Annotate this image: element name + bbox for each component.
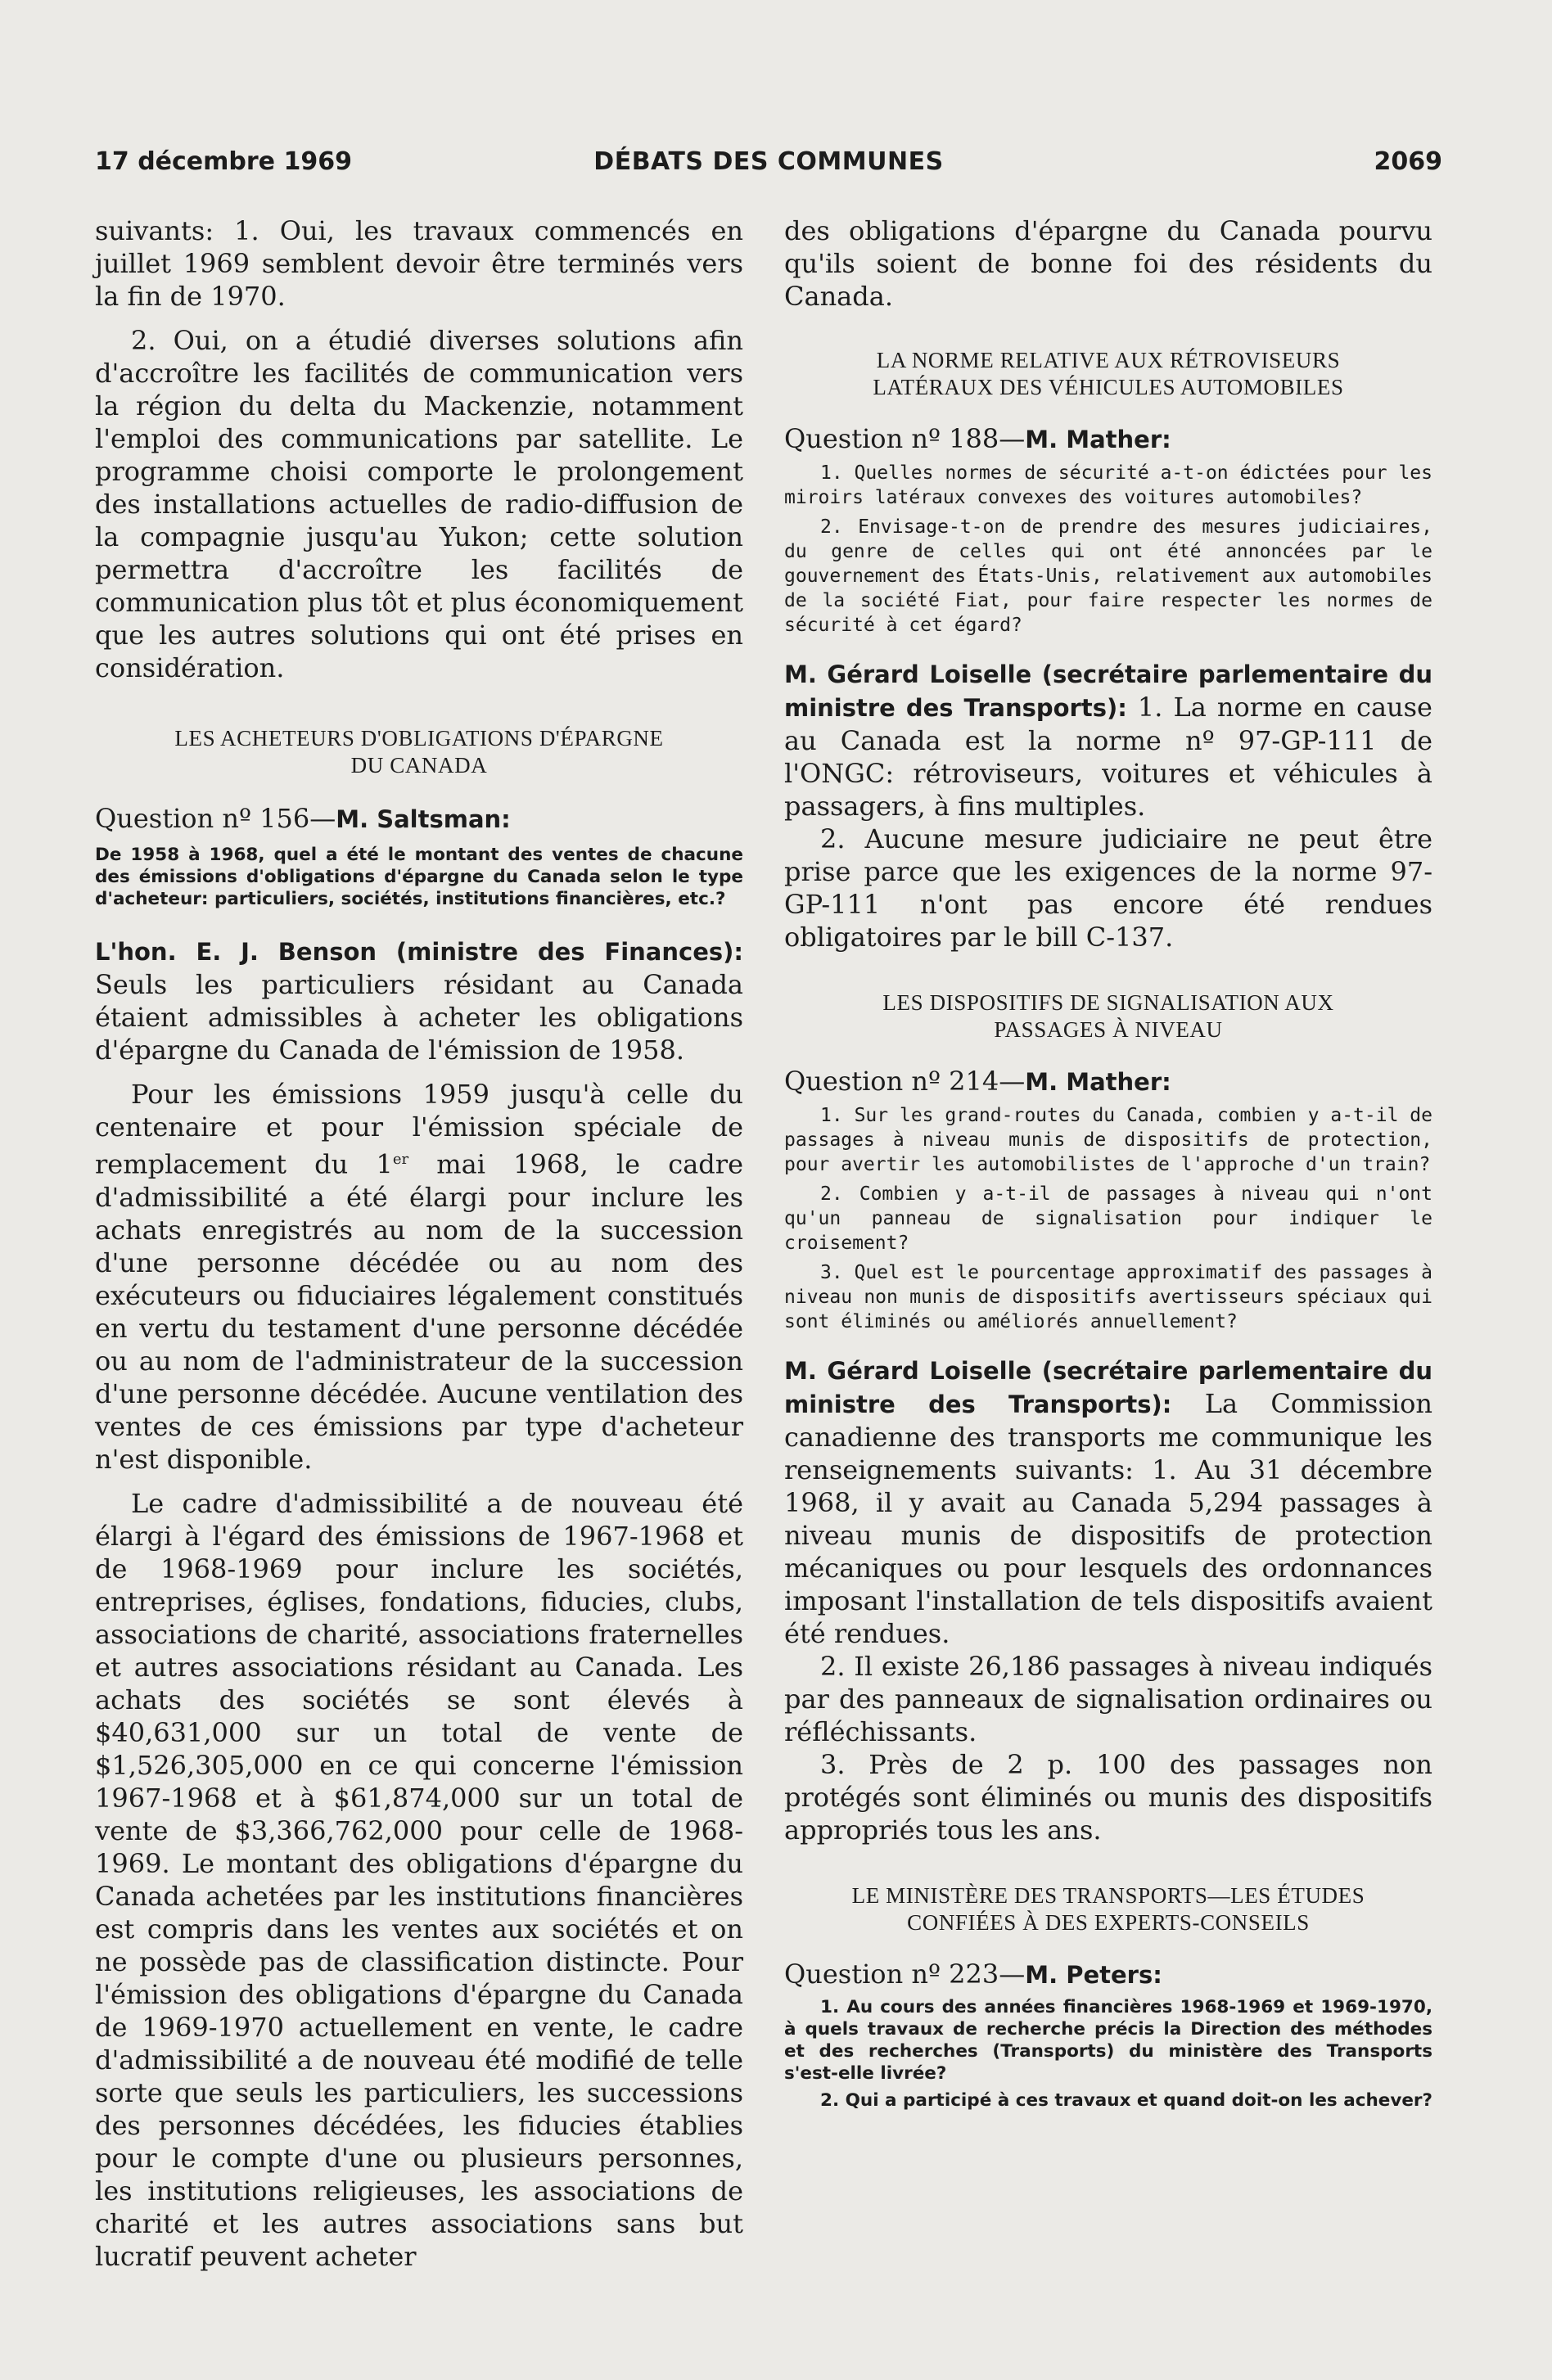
question-number: Question nº 214— [784,1066,1026,1097]
section-heading [95,725,743,779]
paragraph-text: Pour les émissions 1959 jusqu'à celle du centenaire et pour l'émission spéciale de remplacement du 1 [95,1079,743,1180]
question-line [95,802,743,836]
heading-line: LE MINISTÈRE DES TRANSPORTS—LES ÉTUDES [851,1883,1365,1908]
answer-paragraph [95,935,743,1066]
answer-text: Seuls les particuliers résidant au Canada étaient admissibles à acheter les obligations d'épargne du Canada de l'émission de 1958. [95,969,743,1066]
question-number: Question nº 223— [784,1959,1026,1990]
question-author: M. Mather: [1025,426,1171,453]
question-line [784,1958,1432,1991]
question-author: M. Peters: [1025,1961,1162,1989]
question-text: 2. Envisage-t-on de prendre des mesures judiciaires, du genre de celles qui ont été annoncées par le gouvernement des États-Unis, relativement aux automobiles de la société Fiat, pour faire respecter les normes de sécurité à cet égard? [784,516,1432,636]
question-text: 2. Combien y a-t-il de passages à niveau qui n'ont qu'un panneau de signalisation pour indiquer le croisement? [784,1183,1432,1254]
paragraph [95,1078,743,1476]
paragraph: 2. Oui, on a étudié diverses solutions afin d'accroître les facilités de communication vers la région du delta du Mackenzie, notamment l'emploi des communications par satellite. Le programme choisi comporte le prolongement des installations actuelles de radio-diffusion de la compagnie jusqu'au Yukon; cette solution permettra d'accroître les facilités de communication plus tôt et plus économiquement que les autres solutions qui ont été prises en considération. [95,325,743,683]
question-text: De 1958 à 1968, quel a été le montant des ventes de chacune des émissions d'obligations d'épargne du Canada selon le type d'acheteur: particuliers, sociétés, institutions financières, etc.? [95,845,743,909]
heading-line: DU CANADA [350,753,488,778]
question-line [784,1065,1432,1098]
answer-paragraph [784,1354,1432,1650]
heading-line: LES DISPOSITIFS DE SIGNALISATION AUX [882,990,1334,1015]
question-text: 1. Au cours des années financières 1968-1969 et 1969-1970, à quels travaux de recherche précis la Direction des méthodes et des recherches (Transports) du ministère des Transports s'est-elle livrée? [784,1997,1432,2084]
question-text: 2. Qui a participé à ces travaux et quand doit-on les achever? [820,2090,1433,2111]
speaker-name: M. Gérard Loiselle (secrétaire parlementaire du ministre des Transports): [784,660,1432,722]
paragraph: 3. Près de 2 p. 100 des passages non protégés sont éliminés ou munis des dispositifs appropriés tous les ans. [784,1749,1432,1846]
heading-line: PASSAGES À NIVEAU [994,1017,1223,1042]
header-date: 17 décembre 1969 [95,147,352,176]
question-text: 1. Quelles normes de sécurité a-t-on édictées pour les miroirs latéraux convexes des voitures automobiles? [784,462,1432,508]
paragraph: 2. Aucune mesure judiciaire ne peut être prise parce que les exigences de la norme 97-GP-111 n'ont pas encore été rendues obligatoires par le bill C-137. [784,823,1432,953]
answer-text: La Commission canadienne des transports me communique les renseignements suivants: 1. Au 31 décembre 1968, il y avait au Canada 5,294 passages à niveau munis de dispositifs de protection mécaniques ou pour lesquels des ordonnances imposant l'installation de tels dispositifs avaient été rendues. [784,1388,1432,1649]
superscript: er [392,1151,409,1168]
speaker-name: L'hon. E. J. Benson (ministre des Finances): [95,938,743,966]
paragraph: des obligations d'épargne du Canada pourvu qu'ils soient de bonne foi des résidents du Canada. [784,215,1432,312]
section-heading [784,1882,1432,1936]
section-heading [784,989,1432,1044]
heading-line: CONFIÉES À DES EXPERTS-CONSEILS [907,1910,1310,1935]
page-number: 2069 [1374,147,1442,176]
right-column [784,214,1432,2112]
page-header [95,147,1442,188]
paragraph: suivants: 1. Oui, les travaux commencés en juillet 1969 semblent devoir être terminés vers la fin de 1970. [95,215,743,312]
heading-line: LATÉRAUX DES VÉHICULES AUTOMOBILES [873,375,1344,399]
speaker-name: M. Gérard Loiselle (secrétaire parlementaire du ministre des Transports): [784,1357,1432,1418]
left-column [95,214,743,2273]
question-author: M. Mather: [1025,1068,1171,1096]
question-author: M. Saltsman: [336,805,511,833]
header-title: DÉBATS DES COMMUNES [593,147,944,176]
heading-line: LA NORME RELATIVE AUX RÉTROVISEURS [876,348,1341,372]
paragraph: 2. Il existe 26,186 passages à niveau indiqués par des panneaux de signalisation ordinaires ou réfléchissants. [784,1651,1432,1747]
answer-text: 1. La norme en cause au Canada est la norme nº 97-GP-111 de l'ONGC: rétroviseurs, voitures et véhicules à passagers, à fins multiples. [784,692,1432,822]
section-heading [784,347,1432,401]
question-line [784,422,1432,456]
paragraph-text: mai 1968, le cadre d'admissibilité a été élargi pour inclure les achats enregistrés au nom de la succession d'une personne décédée ou au nom des exécuteurs ou fiduciaires légalement constitués en vertu du testament d'une personne décédée ou au nom de l'administrateur de la succession d'une personne décédée. Aucune ventilation des ventes de ces émissions par type d'acheteur n'est disponible. [95,1148,744,1475]
answer-paragraph [784,657,1432,823]
question-number: Question nº 156— [95,803,336,834]
question-number: Question nº 188— [784,423,1026,454]
heading-line: LES ACHETEURS D'OBLIGATIONS D'ÉPARGNE [174,726,664,751]
question-text: 3. Quel est le pourcentage approximatif des passages à niveau non munis de dispositifs avertisseurs spéciaux qui sont éliminés ou améliorés annuellement? [784,1262,1432,1332]
paragraph: Le cadre d'admissibilité a de nouveau été élargi à l'égard des émissions de 1967-1968 et de 1968-1969 pour inclure les sociétés, entreprises, églises, fondations, fiducies, clubs, associations de charité, associations fraternelles et autres associations résidant au Canada. Les achats des sociétés se sont élevés à $40,631,000 sur un total de vente de $1,526,305,000 en ce qui concerne l'émission 1967-1968 et à $61,874,000 sur un total de vente de $3,366,762,000 pour celle de 1968-1969. Le montant des obligations d'épargne du Canada achetées par les institutions financières est compris dans les ventes aux sociétés et on ne possède pas de classification distincte. Pour l'émission des obligations d'épargne du Canada de 1969-1970 actuellement en vente, le cadre d'admissibilité a de nouveau été modifié de telle sorte que seuls les particuliers, les successions des personnes décédées, les fiducies établies pour le compte d'une ou plusieurs personnes, les institutions religieuses, les associations de charité et les autres associations sans but lucratif peuvent acheter [95,1487,743,2272]
question-text: 1. Sur les grand-routes du Canada, combien y a-t-il de passages à niveau munis de dispositifs de protection, pour avertir les automobilistes de l'approche d'un train? [784,1105,1432,1175]
